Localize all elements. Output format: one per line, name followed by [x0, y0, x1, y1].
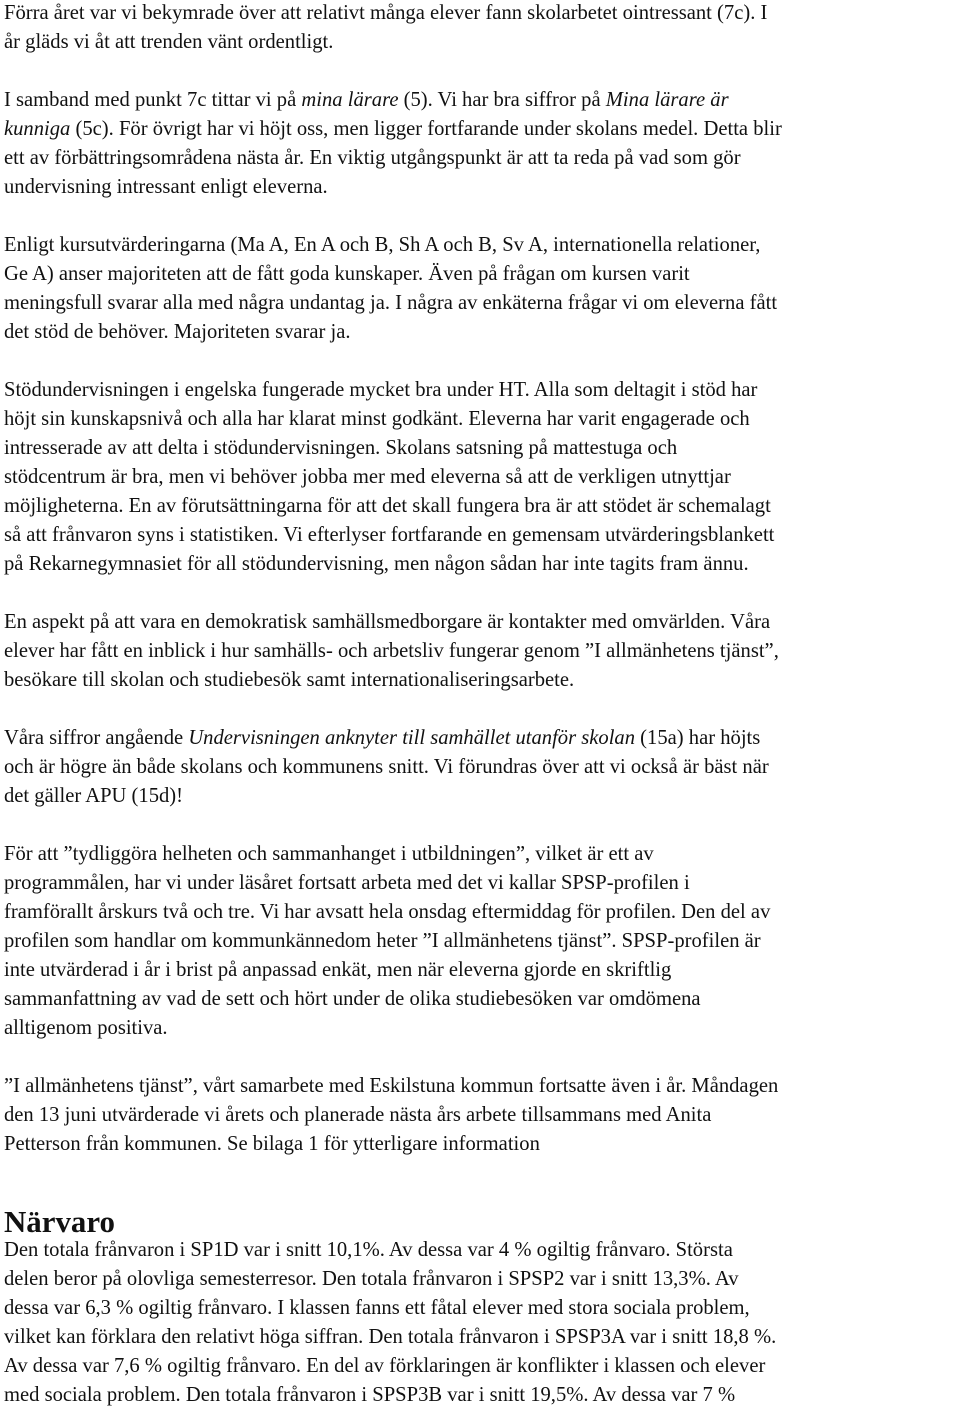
text-run: Våra siffror angående [4, 727, 189, 749]
text-line [4, 434, 956, 463]
section-heading: Närvaro [4, 1204, 115, 1239]
paragraph [4, 1072, 956, 1159]
paragraph [4, 608, 956, 695]
text-line [4, 521, 956, 550]
text-run: och är högre än både skolans och kommunens snitt. Vi förundras över att vi också är bäst när [4, 756, 769, 778]
text-run: höjt sin kunskapsnivå och alla har klarat minst godkänt. Eleverna har varit engagerade och [4, 408, 750, 430]
paragraph [4, 86, 956, 202]
text-run: (5). Vi har bra siffror på [398, 89, 606, 111]
text-run: intresserade av att delta i stödundervisningen. Skolans satsning på mattestuga och [4, 437, 678, 459]
text-run: möjligheterna. En av förutsättningarna för att det skall fungera bra är att stödet är schemalagt [4, 495, 771, 517]
text-line: vilket kan förklara den relativt höga siffran. Den totala frånvaron i SPSP3A var i snitt 18,8 %. [4, 1326, 777, 1348]
text-run: profilen som handlar om kommunkännedom heter ”I allmänhetens tjänst”. SPSP-profilen är [4, 930, 761, 952]
text-line [4, 898, 956, 927]
text-run: (5c). För övrigt har vi höjt oss, men ligger fortfarande under skolans medel. Detta blir [70, 118, 782, 140]
text-line [4, 666, 956, 695]
text-run: år gläds vi åt att trenden vänt ordentligt. [4, 31, 334, 53]
text-run: programmålen, har vi under läsåret fortsatt arbeta med det vi kallar SPSP-profilen i [4, 872, 690, 894]
text-line [4, 492, 956, 521]
text-line [4, 1101, 956, 1130]
text-run: alltigenom positiva. [4, 1017, 168, 1039]
paragraph-gap [4, 579, 956, 608]
text-run: En aspekt på att vara en demokratisk samhällsmedborgare är kontakter med omvärlden. Våra [4, 611, 771, 633]
text-line [4, 231, 956, 260]
paragraph-gap [4, 57, 956, 86]
text-line: med sociala problem. Den totala frånvaron i SPSP3B var i snitt 19,5%. Av dessa var 7 % [4, 1384, 736, 1406]
text-run: I samband med punkt 7c tittar vi på [4, 89, 302, 111]
paragraph [4, 724, 956, 811]
text-run: undervisning intressant enligt eleverna. [4, 176, 328, 198]
text-run: den 13 juni utvärderade vi årets och planerade nästa års arbete tillsammans med Anita [4, 1104, 712, 1126]
text-line [4, 260, 956, 289]
text-run: besökare till skolan och studiebesök samt internationaliseringsarbete. [4, 669, 575, 691]
text-line: Av dessa var 7,6 % ogiltig frånvaro. En del av förklaringen är konflikter i klassen och elever [4, 1355, 766, 1377]
text-run: på Rekarnegymnasiet för all stödundervisning, men någon sådan har inte tagits fram ännu. [4, 553, 749, 575]
text-line [4, 985, 956, 1014]
text-line [4, 753, 956, 782]
text-run: meningsfull svarar alla med några undantag ja. I några av enkäterna frågar vi om eleverna fått [4, 292, 778, 314]
paragraph-gap [4, 811, 956, 840]
text-line [4, 1014, 956, 1043]
paragraph [4, 840, 956, 1043]
text-run: inte utvärderad i år i brist på anpassad enkät, men när eleverna gjorde en skriftlig [4, 959, 672, 981]
text-line [4, 86, 956, 115]
text-run: det stöd de behöver. Majoriteten svarar ja. [4, 321, 351, 343]
text-run: Stödundervisningen i engelska fungerade mycket bra under HT. Alla som deltagit i stöd har [4, 379, 758, 401]
paragraph [4, 376, 956, 579]
text-line: delen beror på olovliga semesterresor. Den totala frånvaron i SPSP2 var i snitt 13,3%. Av [4, 1268, 739, 1290]
text-line [4, 144, 956, 173]
text-run: Petterson från kommunen. Se bilaga 1 för ytterligare information [4, 1133, 540, 1155]
text-run: ”I allmänhetens tjänst”, vårt samarbete med Eskilstuna kommun fortsatte även i år. Måndagen [4, 1075, 779, 1097]
paragraph-gap [4, 1043, 956, 1072]
text-line [4, 115, 956, 144]
italic-run: mina lärare [301, 89, 399, 111]
text-run: sammanfattning av vad de sett och hört under de olika studiebesöken var omdömena [4, 988, 701, 1010]
italic-run: Mina lärare är [605, 89, 729, 111]
text-run: elever har fått en inblick i hur samhälls- och arbetsliv fungerar genom ”I allmänhetens tjänst”, [4, 640, 779, 662]
paragraph-gap [4, 347, 956, 376]
text-line [4, 289, 956, 318]
italic-run: kunniga [4, 118, 71, 140]
text-line [4, 724, 956, 753]
text-run: stödcentrum är bra, men vi behöver jobba mer med eleverna så att de verkligen utnyttjar [4, 466, 731, 488]
text-line [4, 28, 956, 57]
italic-run: Undervisningen anknyter till samhället utanför skolan [188, 727, 636, 749]
text-line [4, 869, 956, 898]
text-line [4, 840, 956, 869]
body-text [4, 0, 956, 1159]
text-line [4, 637, 956, 666]
text-line [4, 550, 956, 579]
text-run: (15a) har höjts [635, 727, 761, 749]
text-line: Den totala frånvaron i SP1D var i snitt 10,1%. Av dessa var 4 % ogiltig frånvaro. Största [4, 1239, 733, 1261]
text-run: det gäller APU (15d)! [4, 785, 184, 807]
text-line [4, 0, 956, 28]
text-run: Enligt kursutvärderingarna (Ma A, En A och B, Sh A och B, Sv A, internationella relationer, [4, 234, 761, 256]
document-page [4, 0, 956, 1410]
paragraph-gap [4, 202, 956, 231]
text-line [4, 405, 956, 434]
text-run: så att frånvaron syns i statistiken. Vi efterlyser fortfarande en gemensam utvärderingsblankett [4, 524, 775, 546]
text-line [4, 318, 956, 347]
text-line [4, 608, 956, 637]
text-line [4, 782, 956, 811]
text-line [4, 1072, 956, 1101]
text-line [4, 173, 956, 202]
text-line [4, 463, 956, 492]
text-run: För att ”tydliggöra helheten och sammanhanget i utbildningen”, vilket är ett av [4, 843, 654, 865]
text-line: dessa var 6,3 % ogiltig frånvaro. I klassen fanns ett fåtal elever med stora sociala problem, [4, 1297, 750, 1319]
text-line [4, 376, 956, 405]
paragraph [4, 231, 956, 347]
paragraph-gap [4, 695, 956, 724]
text-line [4, 956, 956, 985]
text-line [4, 1130, 956, 1159]
paragraph [4, 0, 956, 57]
text-run: framförallt årskurs två och tre. Vi har avsatt hela onsdag eftermiddag för profilen. Den del av [4, 901, 771, 923]
text-run: ett av förbättringsområdena nästa år. En viktig utgångspunkt är att ta reda på vad som gör [4, 147, 741, 169]
text-line [4, 927, 956, 956]
attendance-paragraph [4, 1236, 956, 1410]
text-run: Ge A) anser majoriteten att de fått goda kunskaper. Även på frågan om kursen varit [4, 263, 690, 285]
section-spacer [4, 1159, 956, 1207]
text-run: Förra året var vi bekymrade över att relativt många elever fann skolarbetet ointressant (7c). I [4, 2, 768, 24]
